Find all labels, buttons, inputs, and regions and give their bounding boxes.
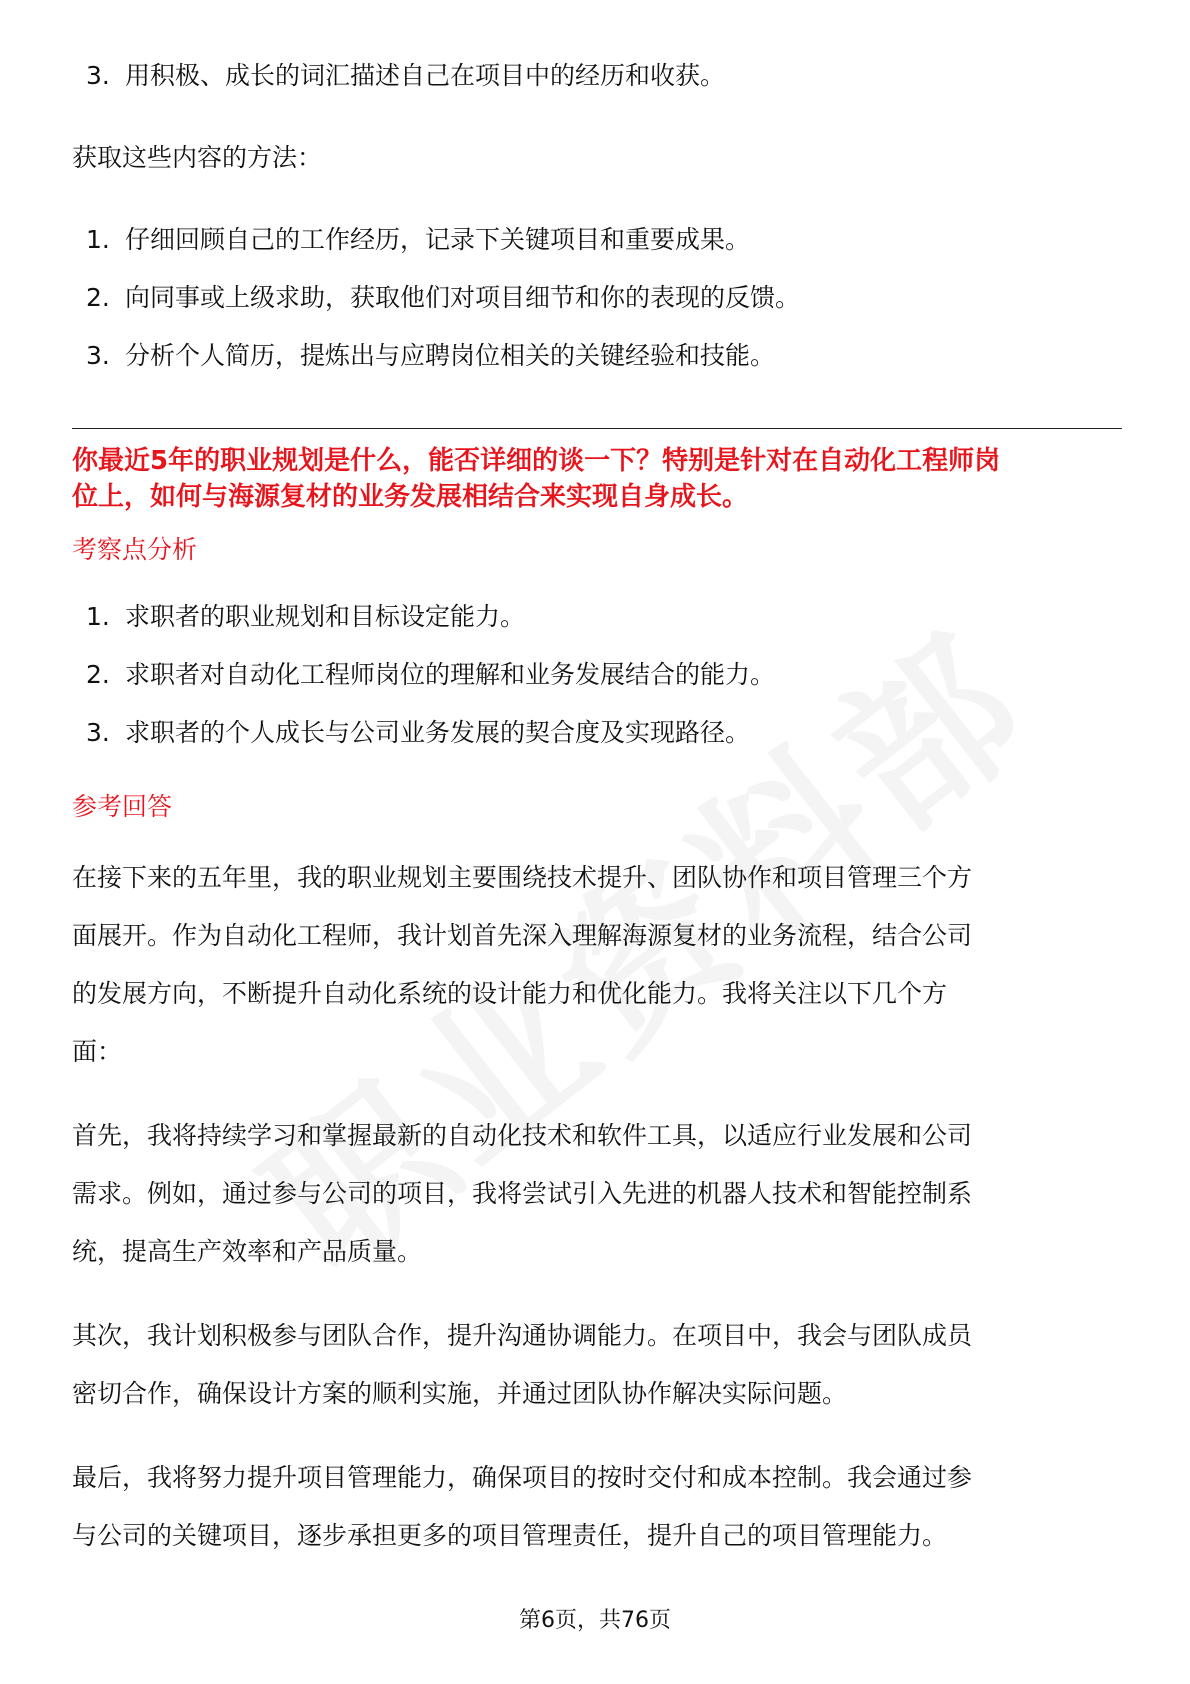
paragraph-line: 密切合作，确保设计方案的顺利实施，并通过团队协作解决实际问题。	[72, 1379, 848, 1408]
paragraph-line: 面：	[72, 1037, 123, 1066]
paragraph-line: 的发展方向，不断提升自动化系统的设计能力和优化能力。我将关注以下几个方	[72, 979, 948, 1008]
list-item	[72, 657, 1122, 693]
analysis-list	[72, 599, 1122, 751]
list-text: 求职者的个人成长与公司业务发展的契合度及实现路径。	[125, 718, 751, 747]
list-item	[72, 338, 1122, 374]
paragraph-line: 最后，我将努力提升项目管理能力，确保项目的按时交付和成本控制。我会通过参	[72, 1463, 973, 1492]
paragraph-line: 在接下来的五年里，我的职业规划主要围绕技术提升、团队协作和项目管理三个方	[72, 863, 973, 892]
list-number: 3.	[86, 61, 110, 90]
previous-list	[72, 58, 1122, 94]
answer-paragraph	[72, 849, 1122, 1081]
list-text: 仔细回顾自己的工作经历，记录下关键项目和重要成果。	[125, 225, 751, 254]
list-text: 求职者的职业规划和目标设定能力。	[125, 602, 526, 631]
list-text: 求职者对自动化工程师岗位的理解和业务发展结合的能力。	[125, 660, 776, 689]
list-item	[72, 58, 1122, 94]
list-item	[72, 715, 1122, 751]
paragraph-line: 其次，我计划积极参与团队合作，提升沟通协调能力。在项目中，我会与团队成员	[72, 1321, 973, 1350]
list-number: 2.	[86, 283, 110, 312]
page-content	[72, 58, 1122, 1565]
list-number: 1.	[86, 602, 110, 631]
answer-paragraph	[72, 1307, 1122, 1423]
list-text: 用积极、成长的词汇描述自己在项目中的经历和收获。	[125, 61, 726, 90]
list-number: 3.	[86, 718, 110, 747]
list-number: 2.	[86, 660, 110, 689]
paragraph-line: 面展开。作为自动化工程师，我计划首先深入理解海源复材的业务流程，结合公司	[72, 921, 973, 950]
answer-heading: 参考回答	[72, 792, 173, 821]
answer-paragraph	[72, 1107, 1122, 1281]
methods-lead: 获取这些内容的方法：	[72, 143, 323, 172]
paragraph-line: 需求。例如，通过参与公司的项目，我将尝试引入先进的机器人技术和智能控制系	[72, 1179, 973, 1208]
question-line: 位上，如何与海源复材的业务发展相结合来实现自身成长。	[72, 482, 749, 512]
page-footer: 第6页，共76页	[519, 1608, 671, 1633]
list-item	[72, 599, 1122, 635]
list-item	[72, 280, 1122, 316]
question-heading	[72, 443, 1122, 515]
paragraph-line: 统，提高生产效率和产品质量。	[72, 1237, 423, 1266]
methods-list	[72, 222, 1122, 374]
list-text: 分析个人简历，提炼出与应聘岗位相关的关键经验和技能。	[125, 341, 776, 370]
question-line: 你最近5年的职业规划是什么，能否详细的谈一下？特别是针对在自动化工程师岗	[72, 446, 1001, 476]
paragraph-line: 首先，我将持续学习和掌握最新的自动化技术和软件工具，以适应行业发展和公司	[72, 1121, 973, 1150]
list-number: 3.	[86, 341, 110, 370]
list-item	[72, 222, 1122, 258]
paragraph-line: 与公司的关键项目，逐步承担更多的项目管理责任，提升自己的项目管理能力。	[72, 1521, 948, 1550]
analysis-heading: 考察点分析	[72, 535, 198, 564]
list-number: 1.	[86, 225, 110, 254]
answer-paragraph	[72, 1449, 1122, 1565]
section-divider	[72, 428, 1122, 429]
list-text: 向同事或上级求助，获取他们对项目细节和你的表现的反馈。	[125, 283, 801, 312]
